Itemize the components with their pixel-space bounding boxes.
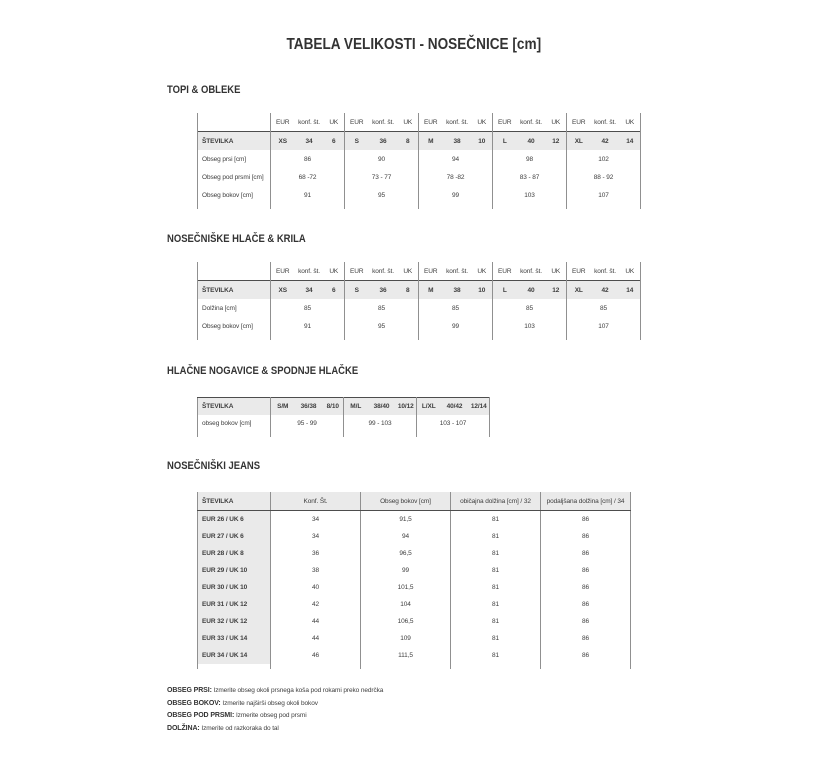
footnote: [167, 687, 383, 694]
size-cell: S/M: [271, 398, 295, 416]
value-cell: 103: [493, 186, 567, 204]
value-cell: 81: [451, 511, 541, 529]
column-header: konf. št.: [594, 118, 616, 126]
value-cell: 101,5: [361, 579, 451, 596]
size-cell: 42: [591, 132, 620, 151]
value-cell: 85: [271, 299, 345, 317]
table-row: [198, 528, 631, 545]
value-cell: 81: [451, 579, 541, 596]
column-header: EUR: [350, 267, 364, 275]
size-cell: M: [419, 132, 443, 151]
size-cell: 10/12: [396, 398, 417, 416]
value-cell: 104: [361, 596, 451, 613]
row-label: EUR 31 / UK 12: [198, 596, 271, 613]
column-header: konf. št.: [446, 267, 468, 275]
size-cell: XL: [567, 132, 591, 151]
value-cell: 34: [271, 511, 361, 529]
value-cell: 86: [541, 647, 631, 664]
hlace-krila-table: [197, 262, 641, 340]
table-row: [198, 168, 641, 186]
value-cell: 81: [451, 613, 541, 630]
table-row: [198, 132, 641, 151]
size-cell: L: [493, 281, 517, 300]
value-cell: 36: [271, 545, 361, 562]
topi-obleke-table: [197, 113, 641, 209]
size-row-label: ŠTEVILKA: [198, 398, 271, 416]
footnotes: [167, 687, 383, 737]
table-row: [198, 335, 641, 340]
row-label: EUR 32 / UK 12: [198, 613, 271, 630]
table-row: [198, 630, 631, 647]
value-cell: 102: [567, 150, 641, 168]
value-cell: 91: [271, 317, 345, 335]
column-header: EUR: [572, 118, 586, 126]
page-title: TABELA VELIKOSTI - NOSEČNICE [cm]: [286, 36, 541, 53]
footnote: [167, 712, 383, 719]
size-cell: 12: [546, 281, 567, 300]
footnote-text: Izmerite od razkoraka do tal: [201, 724, 279, 732]
row-label: Obseg bokov [cm]: [198, 186, 271, 204]
size-row-label: ŠTEVILKA: [198, 132, 271, 151]
column-header: EUR: [424, 267, 438, 275]
value-cell: 44: [271, 630, 361, 647]
value-cell: 46: [271, 647, 361, 664]
section-heading-hlace-krila: NOSEČNIŠKE HLAČE & KRILA: [167, 233, 306, 245]
value-cell: 91,5: [361, 511, 451, 529]
size-cell: XS: [271, 132, 295, 151]
table-row: [198, 432, 490, 437]
size-cell: 14: [620, 281, 641, 300]
value-cell: 99: [419, 186, 493, 204]
column-header: UK: [472, 113, 493, 132]
row-label: obseg bokov [cm]: [198, 415, 271, 432]
value-cell: 94: [361, 528, 451, 545]
table-row: [198, 398, 490, 416]
value-cell: 38: [271, 562, 361, 579]
row-label: Obseg bokov [cm]: [198, 317, 271, 335]
column-header: UK: [546, 113, 567, 132]
value-cell: 95: [345, 186, 419, 204]
value-cell: 86: [541, 630, 631, 647]
size-table: [197, 262, 641, 340]
corner-cell: [198, 262, 271, 281]
table-row: [198, 596, 631, 613]
size-cell: XS: [271, 281, 295, 300]
column-header: konf. št.: [298, 267, 320, 275]
row-label: EUR 30 / UK 10: [198, 579, 271, 596]
table-row: [198, 113, 641, 132]
column-header: EUR: [572, 267, 586, 275]
size-cell: 6: [324, 281, 345, 300]
value-cell: 106,5: [361, 613, 451, 630]
table-row: [198, 579, 631, 596]
footnote-text: Izmerite obseg pod prsmi: [235, 712, 307, 719]
page-title-row: [0, 36, 827, 54]
value-cell: 85: [493, 299, 567, 317]
row-label: Obseg prsi [cm]: [198, 150, 271, 168]
size-cell: M: [419, 281, 443, 300]
value-cell: 81: [451, 545, 541, 562]
footnote: [167, 700, 383, 707]
value-cell: 111,5: [361, 647, 451, 664]
column-header: UK: [324, 262, 345, 281]
table-row: [198, 545, 631, 562]
column-header: konf. št.: [372, 118, 394, 126]
value-cell: 107: [567, 186, 641, 204]
table-row: [198, 562, 631, 579]
value-cell: 40: [271, 579, 361, 596]
size-cell: 14: [620, 132, 641, 151]
size-cell: 10: [472, 281, 493, 300]
size-table: [197, 113, 641, 209]
column-header: konf. št.: [520, 267, 542, 275]
value-cell: 99: [361, 562, 451, 579]
value-cell: 86: [541, 562, 631, 579]
size-cell: 38: [443, 281, 472, 300]
corner-cell: [198, 113, 271, 132]
footnote-text: Izmerite obseg okoli prsnega koša pod rokami preko nedrčka: [213, 687, 384, 694]
table-row: [198, 415, 490, 432]
table-row: [198, 186, 641, 204]
value-cell: 81: [451, 630, 541, 647]
size-cell: S: [345, 281, 369, 300]
value-cell: 109: [361, 630, 451, 647]
column-header: EUR: [498, 267, 512, 275]
value-cell: 85: [419, 299, 493, 317]
value-cell: 103 - 107: [417, 415, 490, 432]
value-cell: 95 - 99: [271, 415, 344, 432]
column-header: UK: [620, 113, 641, 132]
value-cell: 91: [271, 186, 345, 204]
row-label: EUR 34 / UK 14: [198, 647, 271, 664]
table-row: [198, 492, 631, 511]
column-header: EUR: [276, 267, 290, 275]
row-label: Obseg pod prsmi [cm]: [198, 168, 271, 186]
value-cell: 95: [345, 317, 419, 335]
column-header: EUR: [498, 118, 512, 126]
size-cell: 6: [324, 132, 345, 151]
size-cell: 34: [295, 132, 324, 151]
value-cell: 81: [451, 647, 541, 664]
size-cell: 8/10: [323, 398, 344, 416]
column-header: običajna dolžina [cm] / 32: [451, 492, 541, 511]
size-cell: M/L: [344, 398, 368, 416]
size-cell: 38/40: [368, 398, 396, 416]
footnote-label: OBSEG PRSI:: [167, 687, 212, 694]
value-cell: 85: [567, 299, 641, 317]
value-cell: 85: [345, 299, 419, 317]
column-header: UK: [398, 113, 419, 132]
footnote-label: OBSEG POD PRSMI:: [167, 712, 235, 719]
value-cell: 94: [419, 150, 493, 168]
value-cell: 81: [451, 528, 541, 545]
column-header: Obseg bokov [cm]: [361, 492, 451, 511]
row-label: Dolžina [cm]: [198, 299, 271, 317]
value-cell: 88 - 92: [567, 168, 641, 186]
table-row: [198, 664, 631, 669]
column-header: EUR: [276, 118, 290, 126]
table-row: [198, 281, 641, 300]
value-cell: 81: [451, 596, 541, 613]
footnote-label: DOLŽINA:: [167, 724, 200, 732]
value-cell: 103: [493, 317, 567, 335]
column-header: UK: [472, 262, 493, 281]
column-header: ŠTEVILKA: [198, 492, 271, 511]
size-cell: S: [345, 132, 369, 151]
table-row: [198, 613, 631, 630]
nogavice-hlacke-table: [197, 397, 490, 437]
size-cell: 8: [398, 132, 419, 151]
value-cell: 107: [567, 317, 641, 335]
value-cell: 86: [541, 511, 631, 529]
column-header: UK: [620, 262, 641, 281]
row-label: EUR 26 / UK 6: [198, 511, 271, 529]
value-cell: 98: [493, 150, 567, 168]
footnote-text: Izmerite najširši obseg okoli bokov: [222, 699, 318, 707]
table-row: [198, 299, 641, 317]
row-label: EUR 33 / UK 14: [198, 630, 271, 647]
column-header: konf. št.: [446, 118, 468, 126]
value-cell: 83 - 87: [493, 168, 567, 186]
size-cell: 12/14: [469, 398, 490, 416]
footnote-label: OBSEG BOKOV:: [167, 699, 221, 707]
size-cell: L: [493, 132, 517, 151]
value-cell: 86: [541, 613, 631, 630]
size-cell: 36: [369, 132, 398, 151]
column-header: konf. št.: [372, 267, 394, 275]
column-header: UK: [546, 262, 567, 281]
size-cell: L/XL: [417, 398, 441, 416]
value-cell: 73 - 77: [345, 168, 419, 186]
jeans-table: [197, 492, 631, 669]
table-row: [198, 262, 641, 281]
column-header: UK: [324, 113, 345, 132]
column-header: konf. št.: [594, 267, 616, 275]
table-row: [198, 511, 631, 529]
value-cell: 99 - 103: [344, 415, 417, 432]
size-cell: 38: [443, 132, 472, 151]
value-cell: 44: [271, 613, 361, 630]
value-cell: 86: [271, 150, 345, 168]
table-row: [198, 647, 631, 664]
size-row-label: ŠTEVILKA: [198, 281, 271, 300]
column-header: EUR: [424, 118, 438, 126]
column-header: konf. št.: [298, 118, 320, 126]
column-header: EUR: [350, 118, 364, 126]
value-cell: 96,5: [361, 545, 451, 562]
value-cell: 90: [345, 150, 419, 168]
value-cell: 86: [541, 528, 631, 545]
size-cell: 40/42: [441, 398, 469, 416]
size-cell: 12: [546, 132, 567, 151]
size-cell: 34: [295, 281, 324, 300]
size-cell: 40: [517, 281, 546, 300]
size-cell: 40: [517, 132, 546, 151]
row-label: EUR 27 / UK 6: [198, 528, 271, 545]
section-heading-nogavice-hlacke: HLAČNE NOGAVICE & SPODNJE HLAČKE: [167, 365, 359, 377]
value-cell: 99: [419, 317, 493, 335]
size-table: [197, 397, 490, 437]
column-header: podaljšana dolžina [cm] / 34: [541, 492, 631, 511]
value-cell: 86: [541, 545, 631, 562]
value-cell: 42: [271, 596, 361, 613]
value-cell: 68 -72: [271, 168, 345, 186]
row-label: EUR 29 / UK 10: [198, 562, 271, 579]
footnote: [167, 725, 383, 732]
size-cell: 42: [591, 281, 620, 300]
size-cell: 10: [472, 132, 493, 151]
value-cell: 86: [541, 579, 631, 596]
table-row: [198, 204, 641, 209]
table-row: [198, 150, 641, 168]
size-cell: 36/38: [295, 398, 323, 416]
size-table: [197, 492, 631, 669]
size-cell: 36: [369, 281, 398, 300]
column-header: UK: [398, 262, 419, 281]
row-label: EUR 28 / UK 8: [198, 545, 271, 562]
value-cell: 86: [541, 596, 631, 613]
table-row: [198, 317, 641, 335]
size-cell: 8: [398, 281, 419, 300]
value-cell: 81: [451, 562, 541, 579]
column-header: konf. št.: [520, 118, 542, 126]
value-cell: 34: [271, 528, 361, 545]
column-header: Konf. Št.: [271, 492, 361, 511]
section-heading-jeans: NOSEČNIŠKI JEANS: [167, 460, 261, 472]
size-cell: XL: [567, 281, 591, 300]
value-cell: 78 -82: [419, 168, 493, 186]
section-heading-topi-obleke: TOPI & OBLEKE: [167, 84, 241, 96]
